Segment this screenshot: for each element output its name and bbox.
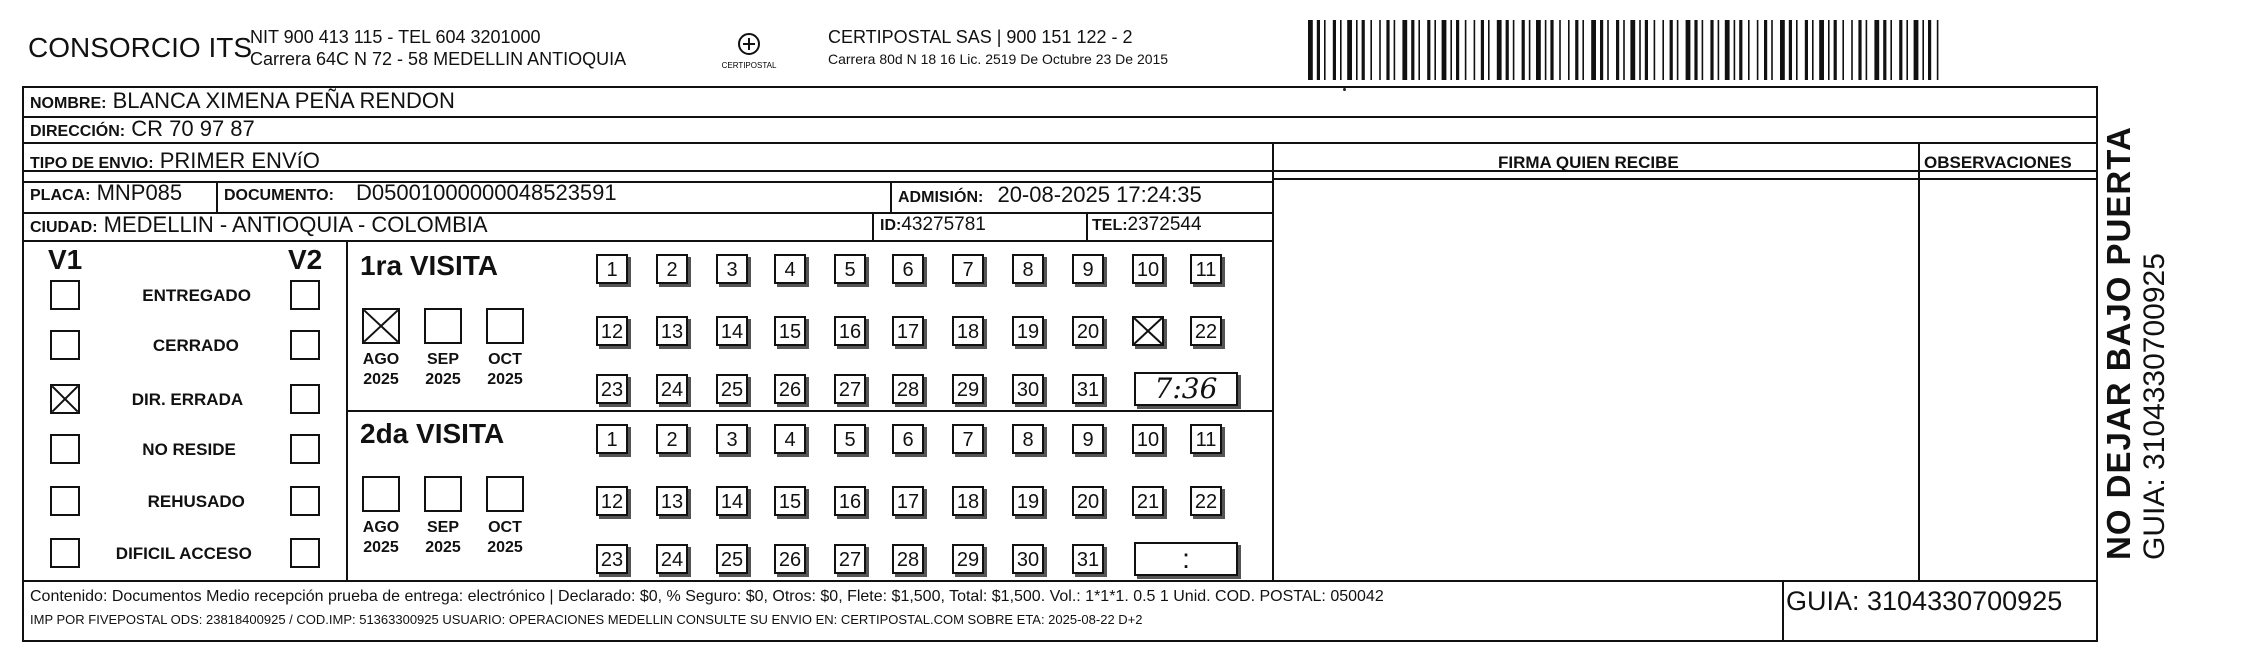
- visit2-day-21[interactable]: 21: [1132, 486, 1164, 516]
- field-direccion: DIRECCIÓN: CR 70 97 87: [30, 116, 255, 141]
- barcode-bar: [1616, 20, 1619, 80]
- visit1-day-19[interactable]: 19: [1012, 316, 1044, 346]
- barcode-bar: [1639, 20, 1641, 80]
- guia-number: GUIA: 3104330700925: [1786, 586, 2063, 616]
- barcode-bar: [1757, 20, 1759, 80]
- company-address: Carrera 64C N 72 - 58 MEDELLIN ANTIOQUIA: [250, 49, 627, 69]
- barcode-bar: [1324, 20, 1326, 80]
- barcode-bar: [1600, 20, 1603, 80]
- visit1-day-23[interactable]: 23: [596, 374, 628, 404]
- visit2-month-label: OCT: [488, 519, 522, 536]
- tel-value: 2372544: [1127, 214, 1202, 235]
- visit1-day-16[interactable]: 16: [834, 316, 866, 346]
- barcode-bar: [1545, 20, 1547, 80]
- visit2-day-5[interactable]: 5: [834, 424, 866, 454]
- visit1-day-25[interactable]: 25: [716, 374, 748, 404]
- visit1-day-9[interactable]: 9: [1072, 254, 1104, 284]
- barcode-bar: [1591, 20, 1596, 80]
- direccion-value: CR 70 97 87: [131, 116, 255, 141]
- company-nit: NIT 900 413 115 - TEL 604 3201000: [250, 27, 541, 47]
- visit2-month-label: AGO: [362, 519, 400, 536]
- barcode-bar: [1582, 20, 1584, 80]
- barcode-bar: [1333, 20, 1336, 80]
- barcode-bar: [1370, 20, 1372, 80]
- visit1-day-4[interactable]: 4: [774, 254, 806, 284]
- visit1-day-31[interactable]: 31: [1072, 374, 1104, 404]
- visit2-day-28[interactable]: 28: [892, 544, 924, 574]
- barcode-bar: [1450, 20, 1452, 80]
- v1-checkbox[interactable]: [50, 384, 80, 414]
- rule: [22, 142, 2098, 144]
- barcode-bar: [1356, 20, 1358, 80]
- barcode-bar: [1630, 20, 1635, 80]
- visit1-title: 1ra VISITA: [360, 250, 498, 281]
- visit2-day-10[interactable]: 10: [1132, 424, 1164, 454]
- barcode-bar: [1734, 20, 1736, 80]
- field-tipo: TIPO DE ENVIO: PRIMER ENVíO: [30, 148, 320, 173]
- visit1-day-3[interactable]: 3: [716, 254, 748, 284]
- visit2-day-26[interactable]: 26: [774, 544, 806, 574]
- visit1-month-year: 2025: [487, 371, 523, 388]
- visit2-month-year: 2025: [363, 539, 399, 556]
- placa-value: MNP085: [96, 180, 183, 205]
- visit2-day-27[interactable]: 27: [834, 544, 866, 574]
- tipo-value: PRIMER ENVíO: [159, 148, 320, 173]
- barcode-bar: [1789, 20, 1792, 80]
- visit2-time: :: [1134, 542, 1238, 576]
- visit1-day-15[interactable]: 15: [774, 316, 806, 346]
- documento-value: D05001000000048523591: [356, 180, 617, 205]
- rule: [890, 181, 892, 212]
- visit1-day-22[interactable]: 22: [1190, 316, 1222, 346]
- barcode-bar: [1474, 20, 1476, 80]
- visit2-day-1[interactable]: 1: [596, 424, 628, 454]
- barcode-bar: [1607, 20, 1609, 80]
- side-text: [2100, 100, 2240, 560]
- barcode: [1308, 20, 1940, 80]
- visit2-month-checkbox[interactable]: [486, 476, 524, 512]
- field-id: ID:43275781: [880, 214, 986, 235]
- barcode-bar: [1928, 20, 1931, 80]
- rule: [22, 580, 2098, 582]
- visit1-day-1[interactable]: 1: [596, 254, 628, 284]
- barcode-bar: [1834, 20, 1837, 80]
- barcode-bar: [1506, 20, 1509, 80]
- barcode-bar: [1536, 20, 1541, 80]
- visit2-day-24[interactable]: 24: [656, 544, 688, 574]
- status-reason-label: DIFICIL ACCESO: [115, 544, 252, 563]
- barcode-bar: [1828, 20, 1830, 80]
- v2-checkbox[interactable]: [290, 330, 320, 360]
- visit1-day-13[interactable]: 13: [656, 316, 688, 346]
- barcode-bar: [1764, 20, 1767, 80]
- visit1-time: 7:36: [1134, 372, 1238, 406]
- no-dejar-warning: NO DEJAR BAJO PUERTA: [2100, 126, 2137, 560]
- barcode-bar: [1890, 20, 1892, 80]
- barcode-bar: [1670, 20, 1673, 80]
- rule: [1918, 142, 1920, 580]
- barcode-bar: [1842, 20, 1844, 80]
- status-reason-label: CERRADO: [152, 336, 239, 355]
- visit2-day-7[interactable]: 7: [952, 424, 984, 454]
- visit2-day-18[interactable]: 18: [952, 486, 984, 516]
- barcode-bar: [1347, 20, 1352, 80]
- barcode-bar: [1874, 20, 1879, 80]
- observaciones-header: OBSERVACIONES: [1924, 153, 2072, 172]
- visit1-month-checkbox[interactable]: [424, 308, 462, 344]
- barcode-bar: [1710, 20, 1713, 80]
- company-name: CONSORCIO ITS: [28, 32, 253, 63]
- visit2-day-17[interactable]: 17: [892, 486, 924, 516]
- barcode-bar: [1418, 20, 1420, 80]
- status-reason-label: ENTREGADO: [142, 286, 251, 305]
- barcode-bar: [1623, 20, 1625, 80]
- visit1-day-24[interactable]: 24: [656, 374, 688, 404]
- barcode-bar: [1394, 20, 1396, 80]
- visit2-day-2[interactable]: 2: [656, 424, 688, 454]
- rule: [216, 181, 218, 212]
- barcode-bar: [1379, 20, 1381, 80]
- barcode-bar: [1456, 20, 1459, 80]
- v1-checkbox[interactable]: [50, 280, 80, 310]
- rule: [22, 240, 1274, 242]
- v2-checkbox[interactable]: [290, 384, 320, 414]
- visit2-day-20[interactable]: 20: [1072, 486, 1104, 516]
- rule: [22, 116, 2098, 118]
- barcode-bar: [1362, 20, 1365, 80]
- visit1-day-6[interactable]: 6: [892, 254, 924, 284]
- visit1-day-8[interactable]: 8: [1012, 254, 1044, 284]
- barcode-bar: [1575, 20, 1578, 80]
- barcode-bar: [1529, 20, 1531, 80]
- barcode-bar: [1308, 20, 1313, 80]
- footer-content: Contenido: Documentos Medio recepción prueba de entrega: electrónico | Declarado: $0, % Seguro: $0, Otros: $0, Flete: $1,500, Total: $1,500. Vol.: 1*1*1. 0.5 1 Unid. COD. POSTAL: 050042: [30, 588, 1384, 605]
- visit2-day-14[interactable]: 14: [716, 486, 748, 516]
- ciudad-value: MEDELLIN - ANTIOQUIA - COLOMBIA: [103, 212, 488, 237]
- status-reason-label: NO RESIDE: [142, 440, 236, 459]
- admision-value: 20-08-2025 17:24:35: [997, 182, 1202, 207]
- barcode-bar: [1402, 20, 1407, 80]
- visit1-day-28[interactable]: 28: [892, 374, 924, 404]
- barcode-bar: [1739, 20, 1742, 80]
- barcode-bar: [1386, 20, 1389, 80]
- visit1-month-label: SEP: [426, 351, 459, 368]
- barcode-bar: [1677, 20, 1679, 80]
- visit1-day-11[interactable]: 11: [1190, 254, 1222, 284]
- barcode-bar: [1937, 20, 1939, 80]
- barcode-bar: [1488, 20, 1490, 80]
- visit2-day-11[interactable]: 11: [1190, 424, 1222, 454]
- barcode-bar: [1513, 20, 1515, 80]
- barcode-bar: [1771, 20, 1773, 80]
- visit2-day-13[interactable]: 13: [656, 486, 688, 516]
- visit2-day-6[interactable]: 6: [892, 424, 924, 454]
- v2-checkbox[interactable]: [290, 486, 320, 516]
- barcode-bar: [1559, 20, 1561, 80]
- barcode-bar: [1442, 20, 1447, 80]
- barcode-bar: [1497, 20, 1502, 80]
- logo-text: CERTIPOSTAL: [721, 61, 777, 70]
- barcode-bar: [1694, 20, 1697, 80]
- visit1-day-30[interactable]: 30: [1012, 374, 1044, 404]
- rule: [1086, 212, 1088, 240]
- rule: [346, 410, 1274, 412]
- barcode-bar: [1434, 20, 1436, 80]
- visit2-day-22[interactable]: 22: [1190, 486, 1222, 516]
- barcode-bar: [1340, 20, 1342, 80]
- rule: [346, 240, 348, 580]
- status-reason-label: REHUSADO: [147, 492, 245, 511]
- visit1-day-27[interactable]: 27: [834, 374, 866, 404]
- visit1-day-21[interactable]: [1132, 316, 1164, 346]
- visit1-day-18[interactable]: 18: [952, 316, 984, 346]
- barcode-bar: [1317, 20, 1320, 80]
- barcode-bar: [1718, 20, 1720, 80]
- visit1-month-checkbox[interactable]: [486, 308, 524, 344]
- footer-print-info: IMP POR FIVEPOSTAL ODS: 23818400925 / COD.IMP: 51363300925 USUARIO: OPERACIONES MEDELLIN CONSULTE SU ENVIO EN: CERTIPOSTAL.COM SOBRE ETA: 2025-08-22 D+2: [30, 612, 1143, 627]
- certipostal-address: Carrera 80d N 18 16 Lic. 2519 De Octubre 23 De 2015: [828, 51, 1169, 67]
- visit2-day-30[interactable]: 30: [1012, 544, 1044, 574]
- barcode-bar: [1411, 20, 1414, 80]
- v2-label: V2: [288, 244, 323, 275]
- v1-checkbox[interactable]: [50, 538, 80, 568]
- rule: [22, 170, 2098, 172]
- status-reason-label: DIR. ERRADA: [131, 390, 244, 409]
- barcode-bar: [1796, 20, 1798, 80]
- barcode-bar: [1922, 20, 1924, 80]
- visit2-day-31[interactable]: 31: [1072, 544, 1104, 574]
- visit1-month-checkbox[interactable]: [362, 308, 400, 344]
- visit1-day-10[interactable]: 10: [1132, 254, 1164, 284]
- visit2-day-4[interactable]: 4: [774, 424, 806, 454]
- barcode-bar: [1899, 20, 1902, 80]
- barcode-bar: [1858, 20, 1861, 80]
- visit2-day-9[interactable]: 9: [1072, 424, 1104, 454]
- barcode-bar: [1819, 20, 1824, 80]
- barcode-bar: [1780, 20, 1785, 80]
- barcode-bar: [1702, 20, 1704, 80]
- visit2-month-year: 2025: [487, 539, 523, 556]
- firma-header: FIRMA QUIEN RECIBE: [1498, 153, 1679, 172]
- field-ciudad: CIUDAD: MEDELLIN - ANTIOQUIA - COLOMBIA: [30, 212, 488, 237]
- certipostal-info: [828, 26, 1168, 70]
- rule: [872, 212, 874, 240]
- field-admision: ADMISIÓN: 20-08-2025 17:24:35: [898, 182, 1202, 207]
- company-info: [250, 26, 626, 70]
- barcode-bar: [1550, 20, 1553, 80]
- visit2-day-8[interactable]: 8: [1012, 424, 1044, 454]
- rule: [2096, 142, 2098, 580]
- visit2-month-label: SEP: [426, 519, 459, 536]
- barcode-bar: [1481, 20, 1484, 80]
- barcode-bar: [1906, 20, 1908, 80]
- visit1-day-14[interactable]: 14: [716, 316, 748, 346]
- barcode-bar: [1654, 20, 1656, 80]
- side-guia: GUIA: 3104330700925: [2138, 253, 2171, 560]
- visit2-day-23[interactable]: 23: [596, 544, 628, 574]
- visit1-month-label: OCT: [488, 351, 522, 368]
- id-value: 43275781: [901, 214, 986, 235]
- field-documento: DOCUMENTO: D05001000000048523591: [224, 180, 617, 205]
- v1-checkbox[interactable]: [50, 486, 80, 516]
- field-nombre: NOMBRE: BLANCA XIMENA PEÑA RENDON: [30, 88, 455, 113]
- barcode-bar: [1883, 20, 1886, 80]
- visit1-day-26[interactable]: 26: [774, 374, 806, 404]
- rule: [1272, 142, 1274, 580]
- barcode-bar: [1465, 20, 1467, 80]
- rule: [1782, 580, 1784, 642]
- visit1-day-7[interactable]: 7: [952, 254, 984, 284]
- visit1-month-label: AGO: [362, 351, 400, 368]
- barcode-bar: [1522, 20, 1525, 80]
- visit2-day-15[interactable]: 15: [774, 486, 806, 516]
- barcode-bar: [1914, 20, 1919, 80]
- barcode-bar: [1725, 20, 1730, 80]
- rule: [1272, 178, 2098, 180]
- visit2-month-checkbox[interactable]: [424, 476, 462, 512]
- barcode-bar: [1568, 20, 1570, 80]
- visit1-day-5[interactable]: 5: [834, 254, 866, 284]
- barcode-bar: [1686, 20, 1691, 80]
- v2-checkbox[interactable]: [290, 538, 320, 568]
- barcode-bar: [1662, 20, 1664, 80]
- field-placa: PLACA: MNP085: [30, 180, 183, 205]
- v1-label: V1: [48, 244, 83, 275]
- visit2-title: 2da VISITA: [360, 418, 505, 449]
- visit1-day-17[interactable]: 17: [892, 316, 924, 346]
- visit2-day-25[interactable]: 25: [716, 544, 748, 574]
- v1-checkbox[interactable]: [50, 330, 80, 360]
- visit2-day-12[interactable]: 12: [596, 486, 628, 516]
- visit1-day-12[interactable]: 12: [596, 316, 628, 346]
- visit1-month-year: 2025: [425, 371, 461, 388]
- visit2-month-year: 2025: [425, 539, 461, 556]
- barcode-bar: [1427, 20, 1430, 80]
- certipostal-nit: CERTIPOSTAL SAS | 900 151 122 - 2: [828, 27, 1133, 47]
- visit1-month-year: 2025: [363, 371, 399, 388]
- v2-checkbox[interactable]: [290, 434, 320, 464]
- barcode-bar: [1805, 20, 1808, 80]
- v1-checkbox[interactable]: [50, 434, 80, 464]
- nombre-value: BLANCA XIMENA PEÑA RENDON: [112, 88, 455, 113]
- barcode-bar: [1645, 20, 1648, 80]
- visit2-day-16[interactable]: 16: [834, 486, 866, 516]
- visit2-day-19[interactable]: 19: [1012, 486, 1044, 516]
- visit1-day-2[interactable]: 2: [656, 254, 688, 284]
- barcode-bar: [1851, 20, 1853, 80]
- field-tel: TEL:2372544: [1092, 214, 1202, 235]
- visit2-month-checkbox[interactable]: [362, 476, 400, 512]
- barcode-bar: [1866, 20, 1868, 80]
- visit1-day-20[interactable]: 20: [1072, 316, 1104, 346]
- visit1-day-29[interactable]: 29: [952, 374, 984, 404]
- visit2-day-29[interactable]: 29: [952, 544, 984, 574]
- barcode-bar: [1812, 20, 1814, 80]
- v2-checkbox[interactable]: [290, 280, 320, 310]
- barcode-bar: [1748, 20, 1750, 80]
- visit2-day-3[interactable]: 3: [716, 424, 748, 454]
- certipostal-logo: [720, 28, 778, 78]
